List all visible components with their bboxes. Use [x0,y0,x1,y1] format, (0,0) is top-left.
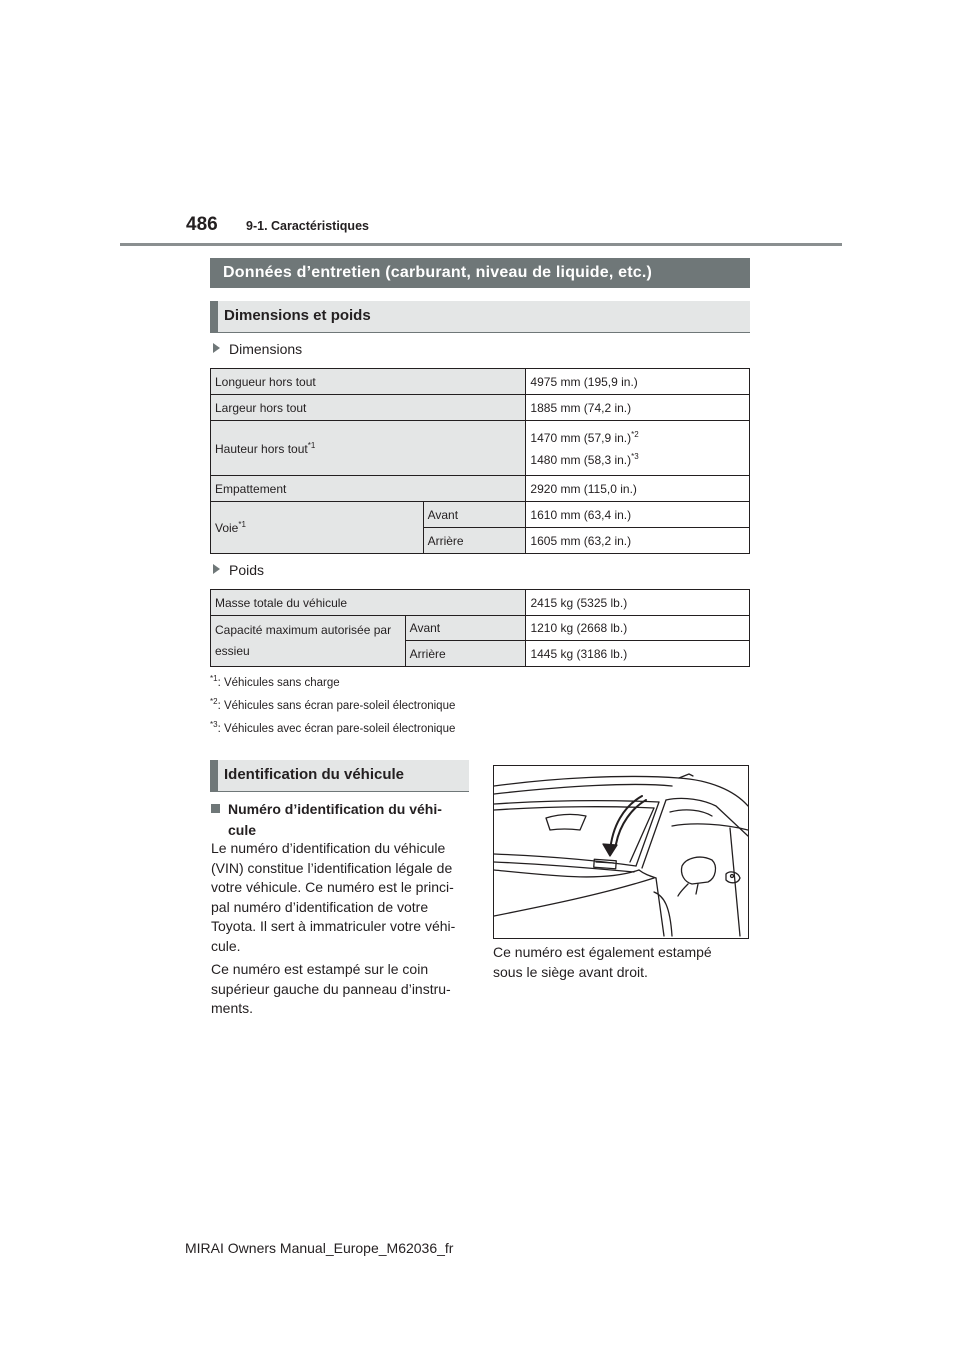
triangle-bullet-icon [213,343,220,353]
dimensions-weights-heading: Dimensions et poids [210,301,750,333]
gross-mass-value: 2415 kg (5325 lb.) [526,590,750,616]
dimensions-subheading: Dimensions [213,341,302,357]
gross-mass-label: Masse totale du véhicule [211,590,526,616]
footnote: $^{*3}$: Véhicules avec écran pare-soleil électronique [210,720,456,735]
dimensions-table [210,368,750,554]
main-title-banner: Données d’entretien (carburant, niveau de liquide, etc.) [210,258,750,288]
page-number: 486 [186,214,218,235]
footnote: $^{*1}$: Véhicules sans charge [210,674,340,689]
vin-location-illustration [493,765,749,939]
weight-subheading: Poids [213,562,264,578]
vin-paragraph-1: Le numéro d’identification du véhicule (VIN) constitue l’identification légale de votre véhicule. Ce numéro est le princi- pal numéro d’identification de votre Toyota. Il sert à immatriculer votre véhi- cule. [211,840,456,954]
table-row [211,616,750,641]
table-row [211,476,750,502]
height-label: Hauteur hors tout$^{*1}$ [211,421,526,476]
tread-front-value: 1610 mm (63,4 in.) [526,502,750,528]
axle-rear-value: 1445 kg (3186 lb.) [526,641,750,667]
vin-paragraph-2: Ce numéro est estampé sur le coin supérieur gauche du panneau d’instru- ments. [211,961,451,1016]
car-windshield-drawing [494,766,748,938]
width-label: Largeur hors tout [211,395,526,421]
tread-front-label: Avant [423,502,526,528]
weight-table [210,589,750,667]
wheelbase-value: 2920 mm (115,0 in.) [526,476,750,502]
table-row [211,590,750,616]
wheelbase-label: Empattement [211,476,526,502]
axle-front-label: Avant [405,616,526,641]
axle-capacity-label: Capacité maximum autorisée par essieu [211,616,406,667]
header-rule [120,243,842,246]
table-row [211,502,750,528]
identification-heading: Identification du véhicule [210,760,469,792]
vin-heading: Numéro d’identification du véhi- cule [211,799,442,841]
footer-text: MIRAI Owners Manual_Europe_M62036_fr [185,1240,454,1256]
table-row [211,369,750,395]
length-label: Longueur hors tout [211,369,526,395]
length-value: 4975 mm (195,9 in.) [526,369,750,395]
width-value: 1885 mm (74,2 in.) [526,395,750,421]
square-bullet-icon [211,804,220,813]
axle-rear-label: Arrière [405,641,526,667]
footnote: $^{*2}$: Véhicules sans écran pare-soleil électronique [210,697,456,712]
axle-front-value: 1210 kg (2668 lb.) [526,616,750,641]
tread-label: Voie$^{*1}$ [211,502,424,554]
triangle-bullet-icon [213,564,220,574]
tread-rear-label: Arrière [423,528,526,554]
illustration-caption: Ce numéro est également estampé sous le siège avant droit. [493,944,712,980]
section-label: 9-1. Caractéristiques [246,219,369,233]
height-values: 1470 mm (57,9 in.)$^{*2}$ 1480 mm (58,3 in.)$^{*3}$ [526,421,750,476]
table-row [211,421,750,476]
tread-rear-value: 1605 mm (63,2 in.) [526,528,750,554]
table-row [211,395,750,421]
